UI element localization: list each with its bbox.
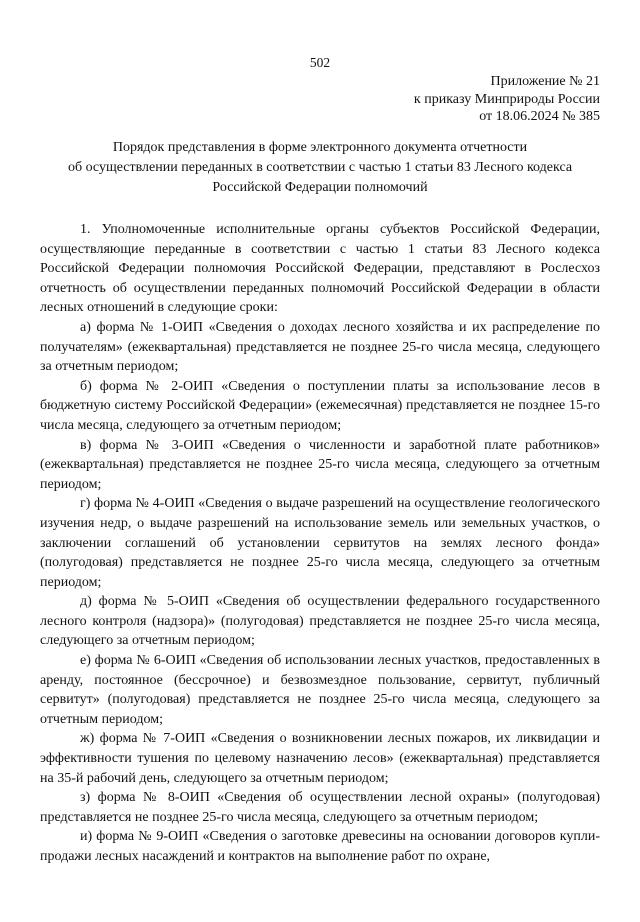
page-number: 502 [309, 55, 331, 70]
title-line-2: об осуществлении переданных в соответствии с частью 1 статьи 83 Лесного кодекса [67, 160, 573, 175]
title-line-3: Российской Федерации полномочий [212, 180, 428, 195]
document-title [40, 138, 600, 198]
paragraph-item-a: а) форма № 1-ОИП «Сведения о доходах лесного хозяйства и их распределение по получателям» (ежеквартальная) представляется не позднее 25-го числа месяца, следующего за отчетным периодом; [40, 319, 600, 375]
order-reference: к приказу Минприроды России [413, 91, 600, 107]
paragraph-item-d: д) форма № 5-ОИП «Сведения об осуществлении федерального государственного лесного контроля (надзора)» (полугодовая) представляется не позднее 25-го числа месяца, следующего за отчетным периодом; [40, 594, 600, 649]
paragraph-item-g: г) форма № 4-ОИП «Сведения о выдаче разрешений на осуществление геологического изучения недр, о выдаче разрешений на использование земель или земельных участков, о заключении соглашений об установлении сервитутов на землях лесного фонда» (полугодовая) представляется не позднее 25-го числа месяца, следующего за отчетным периодом; [40, 496, 600, 590]
paragraph-item-zh: ж) форма № 7-ОИП «Сведения о возникновении лесных пожаров, их ликвидации и эффективности тушения по целевому назначению лесов» (ежеквартальная) представляется на 35-й рабочий день, следующего за отчетным периодом; [40, 731, 600, 786]
appendix-header [414, 73, 600, 126]
paragraph-intro: 1. Уполномоченные исполнительные органы субъектов Российской Федерации, осуществляющие переданные в соответствии с частью 1 статьи 83 Лесного кодекса Российской Федерации полномочия Российской Федерации, представляют в Рослесхоз отчетность об осуществлении переданных полномочий Российской Федерации в области лесных отношений в следующие сроки: [40, 222, 600, 316]
paragraph-item-e: е) форма № 6-ОИП «Сведения об использовании лесных участков, предоставленных в аренду, постоянное (бессрочное) и безвозмездное пользование, сервитут, публичный сервитут» (полугодовая) представляется не позднее 25-го числа месяца, следующего за отчетным периодом; [40, 653, 600, 727]
appendix-number: Приложение № 21 [490, 74, 600, 89]
paragraph-item-i: и) форма № 9-ОИП «Сведения о заготовке древесины на основании договоров купли-продажи лесных насаждений и контрактов на выполнение работ по охране, [40, 829, 600, 864]
title-line-1: Порядок представления в форме электронного документа отчетности [112, 140, 528, 155]
paragraph-item-z: з) форма № 8-ОИП «Сведения об осуществлении лесной охраны» (полугодовая) представляется не позднее 25-го числа месяца, следующего за отчетным периодом; [40, 790, 600, 825]
paragraph-item-v: в) форма № 3-ОИП «Сведения о численности и заработной плате работников» (ежеквартальная) представляется не позднее 25-го числа месяца, следующего за отчетным периодом; [40, 437, 600, 492]
document-body [40, 220, 600, 867]
order-date: от 18.06.2024 № 385 [479, 109, 600, 124]
paragraph-item-b: б) форма № 2-ОИП «Сведения о поступлении платы за использование лесов в бюджетную систему Российской Федерации» (ежемесячная) представляется не позднее 15-го числа месяца, следующего за отчетным периодом; [40, 378, 600, 433]
